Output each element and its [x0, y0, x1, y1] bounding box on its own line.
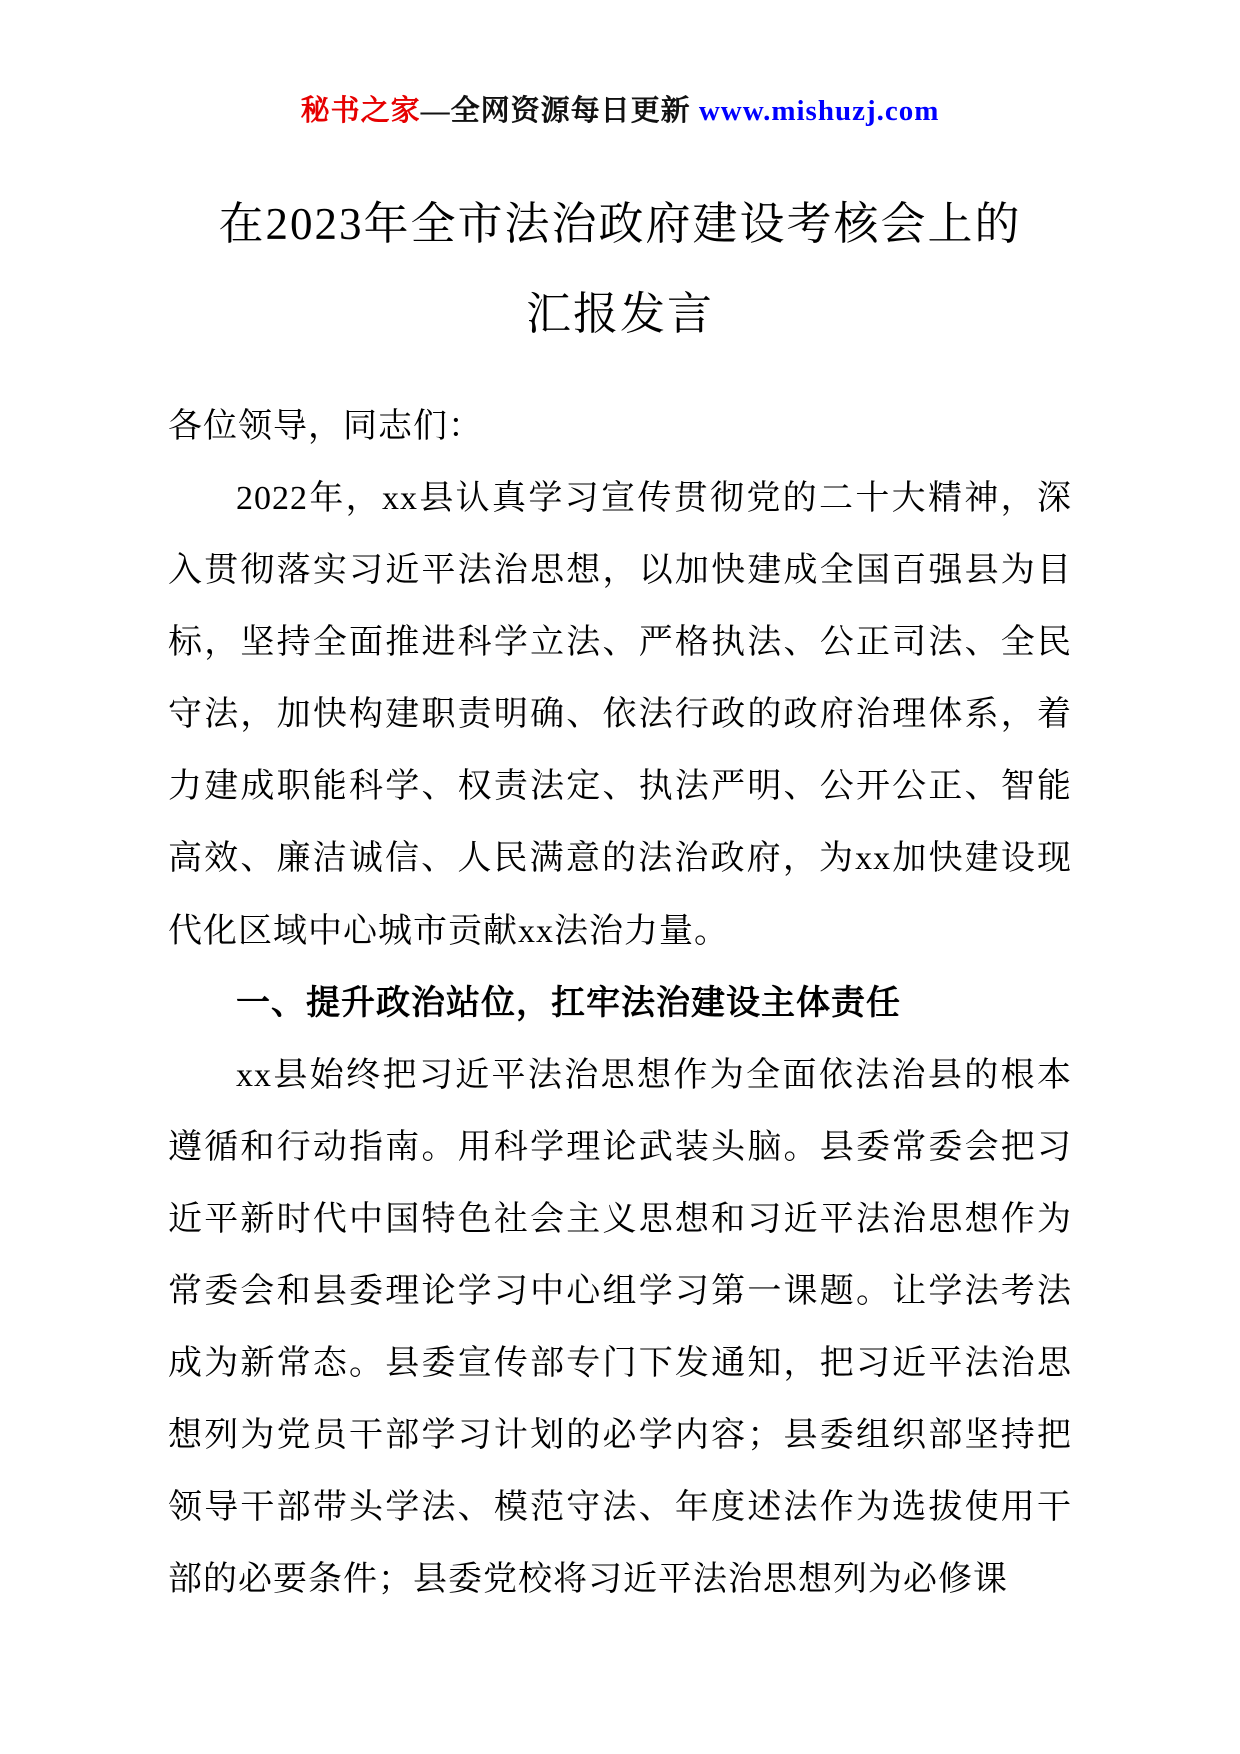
document-title-line-2: 汇报发言: [525, 289, 714, 339]
document-body: [168, 391, 1072, 1616]
site-url-link[interactable]: www.mishuzj.com: [698, 95, 940, 127]
site-header: [168, 88, 1072, 129]
site-brand: 秘书之家: [300, 95, 421, 127]
intro-paragraph: 2022年，xx县认真学习宣传贯彻党的二十大精神，深入贯彻落实习近平法治思想，以加快建成全国百强县为目标，坚持全面推进科学立法、严格执法、公正司法、全民守法，加快构建职责明确、依法行政的政府治理体系，着力建成职能科学、权责法定、执法严明、公开公正、智能高效、廉洁诚信、人民满意的法治政府，为xx加快建设现代化区域中心城市贡献xx法治力量。: [168, 480, 1072, 950]
greeting-line: 各位领导，同志们：: [168, 408, 483, 445]
document-title-line-1: 在2023年全市法治政府建设考核会上的: [218, 199, 1022, 249]
section-heading-1: 一、提升政治站位，扛牢法治建设主体责任: [236, 984, 901, 1022]
section-1-paragraph: xx县始终把习近平法治思想作为全面依法治县的根本遵循和行动指南。用科学理论武装头脑。县委常委会把习近平新时代中国特色社会主义思想和习近平法治思想作为常委会和县委理论学习中心组学习第一课题。让学法考法成为新常态。县委宣传部专门下发通知，把习近平法治思想列为党员干部学习计划的必学内容；县委组织部坚持把领导干部带头学法、模范守法、年度述法作为选拔使用干部的必要条件；县委党校将习近平法治思想列为必修课: [168, 1056, 1072, 1599]
site-tagline: —全网资源每日更新: [420, 95, 699, 127]
document-title: [168, 179, 1072, 359]
